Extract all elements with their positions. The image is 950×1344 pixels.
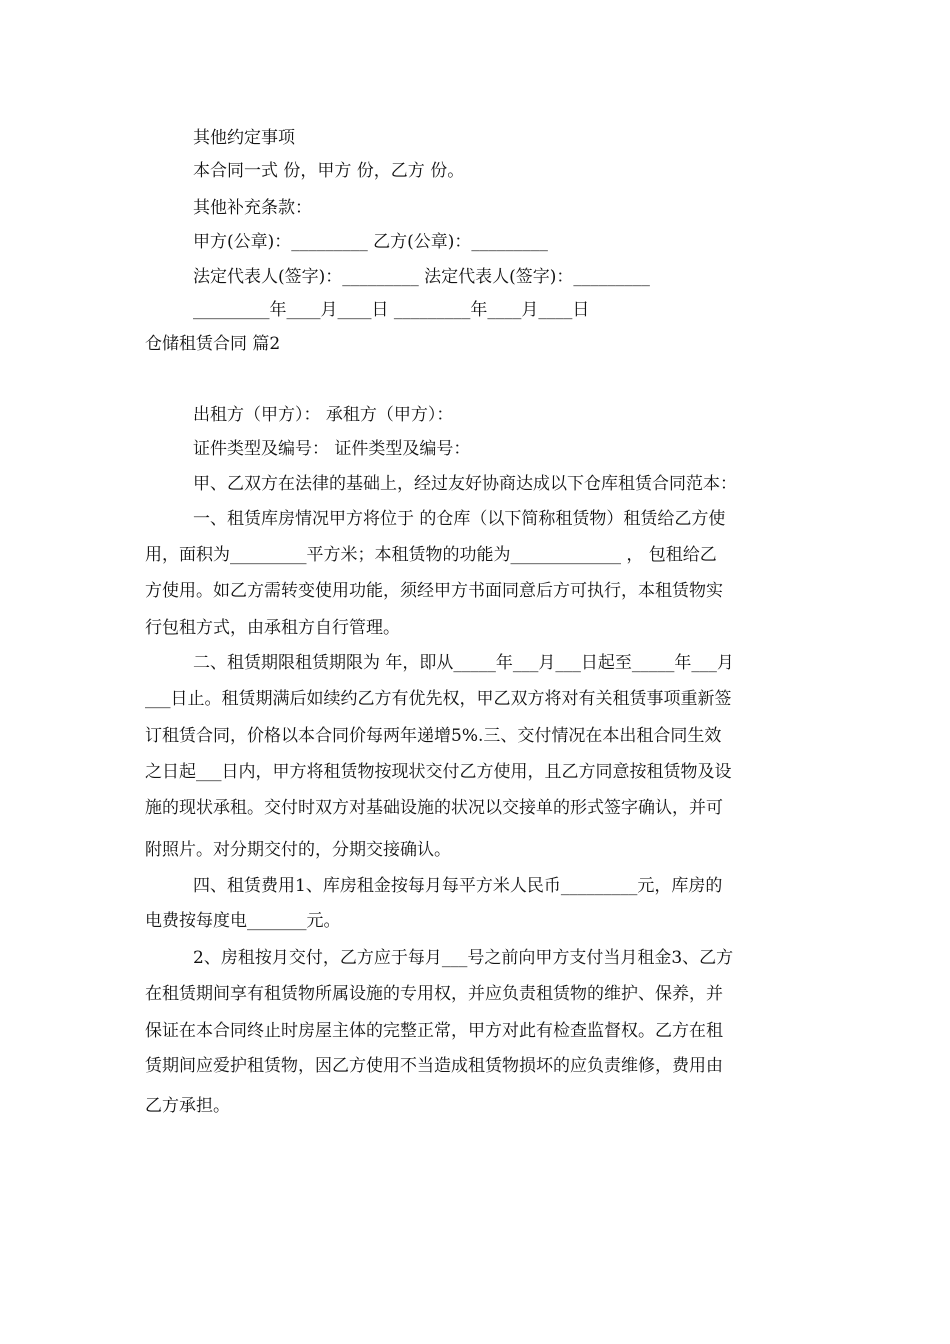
paragraph-line: 方使用。如乙方需转变使用功能，须经甲方书面同意后方可执行，本租赁物实 <box>145 581 723 601</box>
paragraph-line: 一、租赁库房情况甲方将位于 的仓库（以下简称租赁物）租赁给乙方使 <box>193 509 726 529</box>
party-seal-line: 甲方(公章)：_________ 乙方(公章)：_________ <box>193 232 548 252</box>
other-terms-heading: 其他约定事项 <box>193 128 295 148</box>
paragraph-line: 乙方承担。 <box>145 1096 230 1116</box>
paragraph-line: 电费按每度电_______元。 <box>145 911 341 931</box>
paragraph-line: 附照片。对分期交付的，分期交接确认。 <box>145 840 451 860</box>
representative-signature-line: 法定代表人(签字)：_________ 法定代表人(签字)：_________ <box>193 267 650 287</box>
paragraph-line: 施的现状承租。交付时双方对基础设施的状况以交接单的形式签字确认，并可 <box>145 798 723 818</box>
paragraph-line: 证件类型及编号： 证件类型及编号： <box>193 439 471 459</box>
supplementary-terms: 其他补充条款： <box>193 198 312 218</box>
paragraph-line: ___日止。租赁期满后如续约乙方有优先权，甲乙双方将对有关租赁事项重新签 <box>145 689 732 709</box>
paragraph-line: 保证在本合同终止时房屋主体的完整正常，甲方对此有检查监督权。乙方在租 <box>145 1021 723 1041</box>
copies-clause: 本合同一式 份，甲方 份，乙方 份。 <box>193 161 465 181</box>
paragraph-line: 在租赁期间享有租赁物所属设施的专用权，并应负责租赁物的维护、保养，并 <box>145 984 723 1004</box>
paragraph-line: 用，面积为_________平方米；本租赁物的功能为_____________ ， 包租给乙 <box>145 545 717 565</box>
date-line: _________年____月____日 _________年____月____日 <box>193 300 590 320</box>
paragraph-line: 甲、乙双方在法律的基础上，经过友好协商达成以下仓库租赁合同范本： <box>193 474 737 494</box>
paragraph-line: 赁期间应爱护租赁物，因乙方使用不当造成租赁物损坏的应负责维修，费用由 <box>145 1056 723 1076</box>
paragraph-line: 二、租赁期限租赁期限为 年，即从_____年___月___日起至_____年___月 <box>193 653 734 673</box>
paragraph-line: 出租方（甲方）： 承租方（甲方）： <box>193 405 454 425</box>
paragraph-line: 行包租方式，由承租方自行管理。 <box>145 618 400 638</box>
section-title: 仓储租赁合同 篇2 <box>145 334 281 354</box>
paragraph-line: 订租赁合同，价格以本合同价每两年递增5%.三、交付情况在本出租合同生效 <box>145 726 722 746</box>
paragraph-line: 四、租赁费用1、库房租金按每月每平方米人民币_________元，库房的 <box>193 876 723 896</box>
paragraph-line: 2、房租按月交付，乙方应于每月___号之前向甲方支付当月租金3、乙方 <box>193 948 734 968</box>
paragraph-line: 之日起___日内，甲方将租赁物按现状交付乙方使用，且乙方同意按租赁物及设 <box>145 762 732 782</box>
